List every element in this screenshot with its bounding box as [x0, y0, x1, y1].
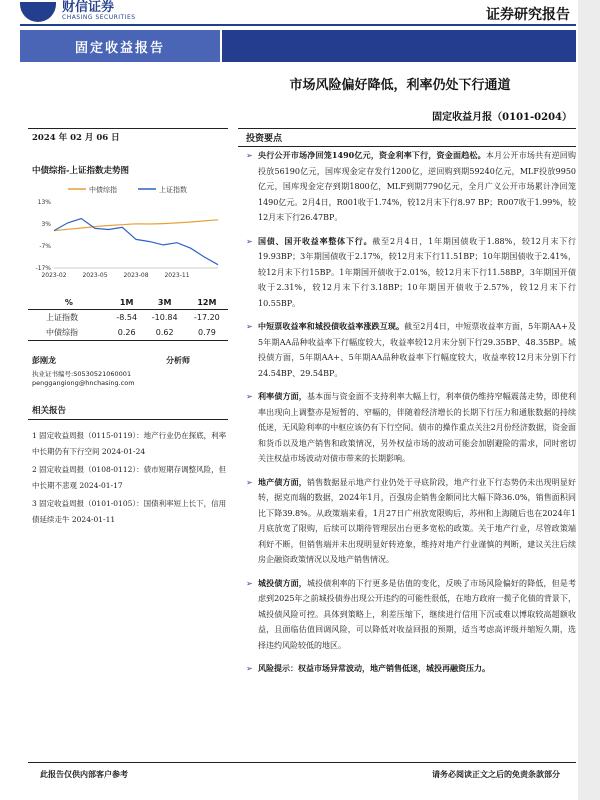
table-row	[28, 325, 228, 341]
category-band: 固定收益报告	[20, 30, 220, 62]
x-tick-label: 2023-02	[41, 272, 67, 279]
arrow-right-icon: ➢	[246, 392, 253, 401]
footer-rule	[28, 762, 576, 763]
brand-logo	[20, 0, 136, 24]
logo-english-name: CHASING SECURITIES	[62, 14, 136, 21]
x-axis-tick-labels	[41, 272, 189, 279]
list-item	[246, 389, 576, 467]
report-title: 市场风险偏好降低，利率仍处下行通道	[289, 78, 511, 93]
table-row	[28, 310, 228, 326]
analyst-name: 彭刚龙	[32, 355, 56, 365]
footer-note-right: 请务必阅读正文之后的免责条款部分	[432, 769, 560, 779]
list-item[interactable]: 1 固定收益周报（0115-0119）：地产行业仍在探底，利率中长期仍有下行空间 2024-01-24	[32, 431, 227, 456]
row-3m: 0.62	[144, 325, 186, 341]
report-date: 2024 年 02 月 06 日	[32, 133, 120, 143]
chart-series-lines	[54, 219, 218, 269]
table-header-pct: %	[28, 296, 110, 310]
y-tick-label: 3%	[41, 221, 51, 228]
chart-title: 中债综指-上证指数走势图	[32, 166, 130, 176]
list-item[interactable]: 3 固定收益周报（0101-0105）：国债利率短上长下，信用债延续走牛 2024-01-11	[32, 499, 227, 524]
arrow-right-icon: ➢	[246, 477, 253, 487]
performance-table	[28, 296, 228, 341]
report-subtitle: 固定收益月报（0101-0204）	[432, 112, 572, 123]
row-12m: -17.20	[193, 313, 220, 322]
point-heading: 国债、国开收益率整体下行。	[258, 235, 373, 246]
arrow-right-icon: ➢	[246, 664, 253, 673]
point-body: 截至2月4日，1年期国债收于1.88%，较12月末下行19.93BP；3年期国债收于2.17%，较12月末下行11.51BP；10年期国债收于2.41%，较12月末下行15BP。1年期国开债收于2.01%，较12月末下行11.58BP，3年期国开债收于2.31%，较12月末下行3.18BP；10年期国开债收于2.57%，较12月末下行10.55BP。	[258, 236, 576, 308]
row-3m: -10.84	[151, 313, 178, 322]
series-line-stock-index	[54, 219, 218, 265]
y-tick-label: -7%	[39, 243, 51, 250]
legend-label-bond: 中债综指	[89, 186, 117, 194]
point-heading: 城投债方面，	[258, 577, 307, 588]
arrow-right-icon: ➢	[246, 236, 253, 246]
logo-mark-icon	[20, 2, 56, 22]
footer-note-left: 此报告仅供内部客户参考	[40, 769, 128, 779]
doc-type-label: 证券研究报告	[486, 7, 570, 23]
related-reports-title: 相关报告	[32, 406, 67, 416]
logo-name: 财信证券	[62, 0, 115, 15]
header-divider	[20, 24, 576, 26]
related-reports-rule	[28, 419, 228, 420]
point-body: 销售数据显示地产行业仍处于寻底阶段，地产行业下行态势仍未出现明显好转，据克而瑞的数据，2024年1月，百强房企销售金额同比大幅下降36.0%，销售面积同比下降39.8%。从政策端来看，1月27日广州放宽限购后，苏州和上海随后也在2024年1月底放宽了限购，后续可以期待管理层出台更多宽松的政策。关于地产行业，尽管政策端利好不断，但销售端并未出现明显好转迹象，维持对地产行业谨慎的判断，建议关注后续房企融资政策情况以及地产销售情况。	[258, 477, 577, 564]
row-label: 中债综指	[28, 325, 110, 341]
list-item	[246, 234, 576, 312]
point-heading: 中短票收益率和城投债收益率涨跌互现。	[258, 321, 405, 331]
x-tick-label: 2023-05	[82, 272, 108, 279]
related-reports-list	[32, 428, 228, 530]
point-body: 基本面与资金面不支持利率大幅上行，利率债仍维持窄幅震荡走势，即使利率出现向上调整亦是短暂的、窄幅的，伴随着经济增长的长期下行压力和通胀数据的持续低迷，无风险利率的中枢应该仍有下行空间。债市的操作重点关注2月份经济数据，资金面和货币以及地产销售和政策情况，另外权益市场的波动可能会加剧避险的需求，同时密切关注权益市场波动对债市带来的长期影响。	[258, 392, 577, 463]
analyst-email[interactable]: penggangiong@hnchasing.com	[32, 379, 135, 387]
table-header-12m: 12M	[186, 296, 228, 310]
arrow-right-icon: ➢	[246, 151, 253, 160]
series-line-bond-index	[54, 220, 218, 231]
list-item	[246, 576, 576, 654]
key-points-title: 投资要点	[246, 134, 283, 144]
y-axis-tick-labels	[35, 199, 51, 272]
list-item	[246, 319, 576, 381]
page-scrollbar-gutter[interactable]	[578, 0, 600, 800]
analyst-cert-number: 执业证书编号:S0530521060001	[32, 370, 132, 378]
chart-legend	[68, 185, 187, 194]
point-heading: 风险提示：权益市场异常波动，地产销售低迷，城投再融资压力。	[258, 663, 490, 673]
table-header-1m: 1M	[110, 296, 144, 310]
point-heading: 地产债方面，	[258, 476, 307, 487]
legend-label-stock: 上证指数	[159, 186, 187, 194]
arrow-right-icon: ➢	[246, 322, 253, 331]
analyst-role: 分析师	[166, 355, 190, 365]
right-column-rule	[238, 128, 576, 129]
list-item	[246, 475, 576, 568]
row-label: 上证指数	[46, 313, 78, 322]
point-body: 本月公开市场共有逆回购投放56190亿元，国库现金定存发行1200亿，逆回购到期59240亿元，MLF投放9950亿元，国库现金定存到期1800亿，MLF到期7790亿元，全月广义公开市场累计净回笼1490亿元。2月4日，R001收于1.74%，较12月末下行8.97 BP；R007收于1.99%，较12月末下行26.47BP。	[258, 151, 577, 222]
key-points-rule	[238, 146, 576, 147]
table-header-3m: 3M	[144, 296, 186, 310]
category-band-fill	[222, 30, 576, 62]
point-body: 截至2月4日，中短票收益率方面，5年期AA+及5年期AA品种收益率下行幅度较大，收益率较12月末分别下行29.35BP、48.35BP。城投债方面，5年期AA+、5年期AA品种收益率下行幅度较大，收益率较12月末分别下行24.54BP、29.54BP。	[258, 322, 577, 378]
row-1m: 0.26	[110, 325, 144, 341]
trend-chart	[28, 180, 228, 288]
point-heading: 央行公开市场净回笼1490亿元，资金利率下行，资金面趋松。	[258, 150, 486, 160]
row-12m: 0.79	[186, 325, 228, 341]
y-tick-label: -17%	[35, 265, 51, 272]
row-1m: -8.54	[116, 313, 138, 322]
point-body: 城投债利率的下行更多是估值的变化，反映了市场风险偏好的降低，但是考虑到2025年之前城投债券出现公开违约的可能性很低，在地方政府一揽子化债的背景下，城投债风险可控。具体到策略上，利差压缩下，继续进行信用下沉或难以博取较高超额收益，且面临估值回调风险，可以降低对收益回报的预期，适当考虑高评级并缩短久期，选择违约风险较低的地区。	[258, 578, 577, 650]
x-tick-label: 2023-11	[164, 272, 190, 279]
arrow-right-icon: ➢	[246, 578, 253, 588]
x-tick-label: 2023-08	[123, 272, 149, 279]
y-tick-label: 13%	[37, 199, 51, 206]
list-item	[246, 661, 576, 677]
list-item	[246, 148, 576, 226]
key-points-list	[246, 148, 576, 685]
list-item[interactable]: 2 固定收益周报（0108-0112）：债市短期存调整风险，但中长期不悲观 2024-01-17	[32, 465, 227, 490]
left-column-rule	[28, 128, 228, 129]
point-heading: 利率债方面，	[258, 391, 307, 401]
